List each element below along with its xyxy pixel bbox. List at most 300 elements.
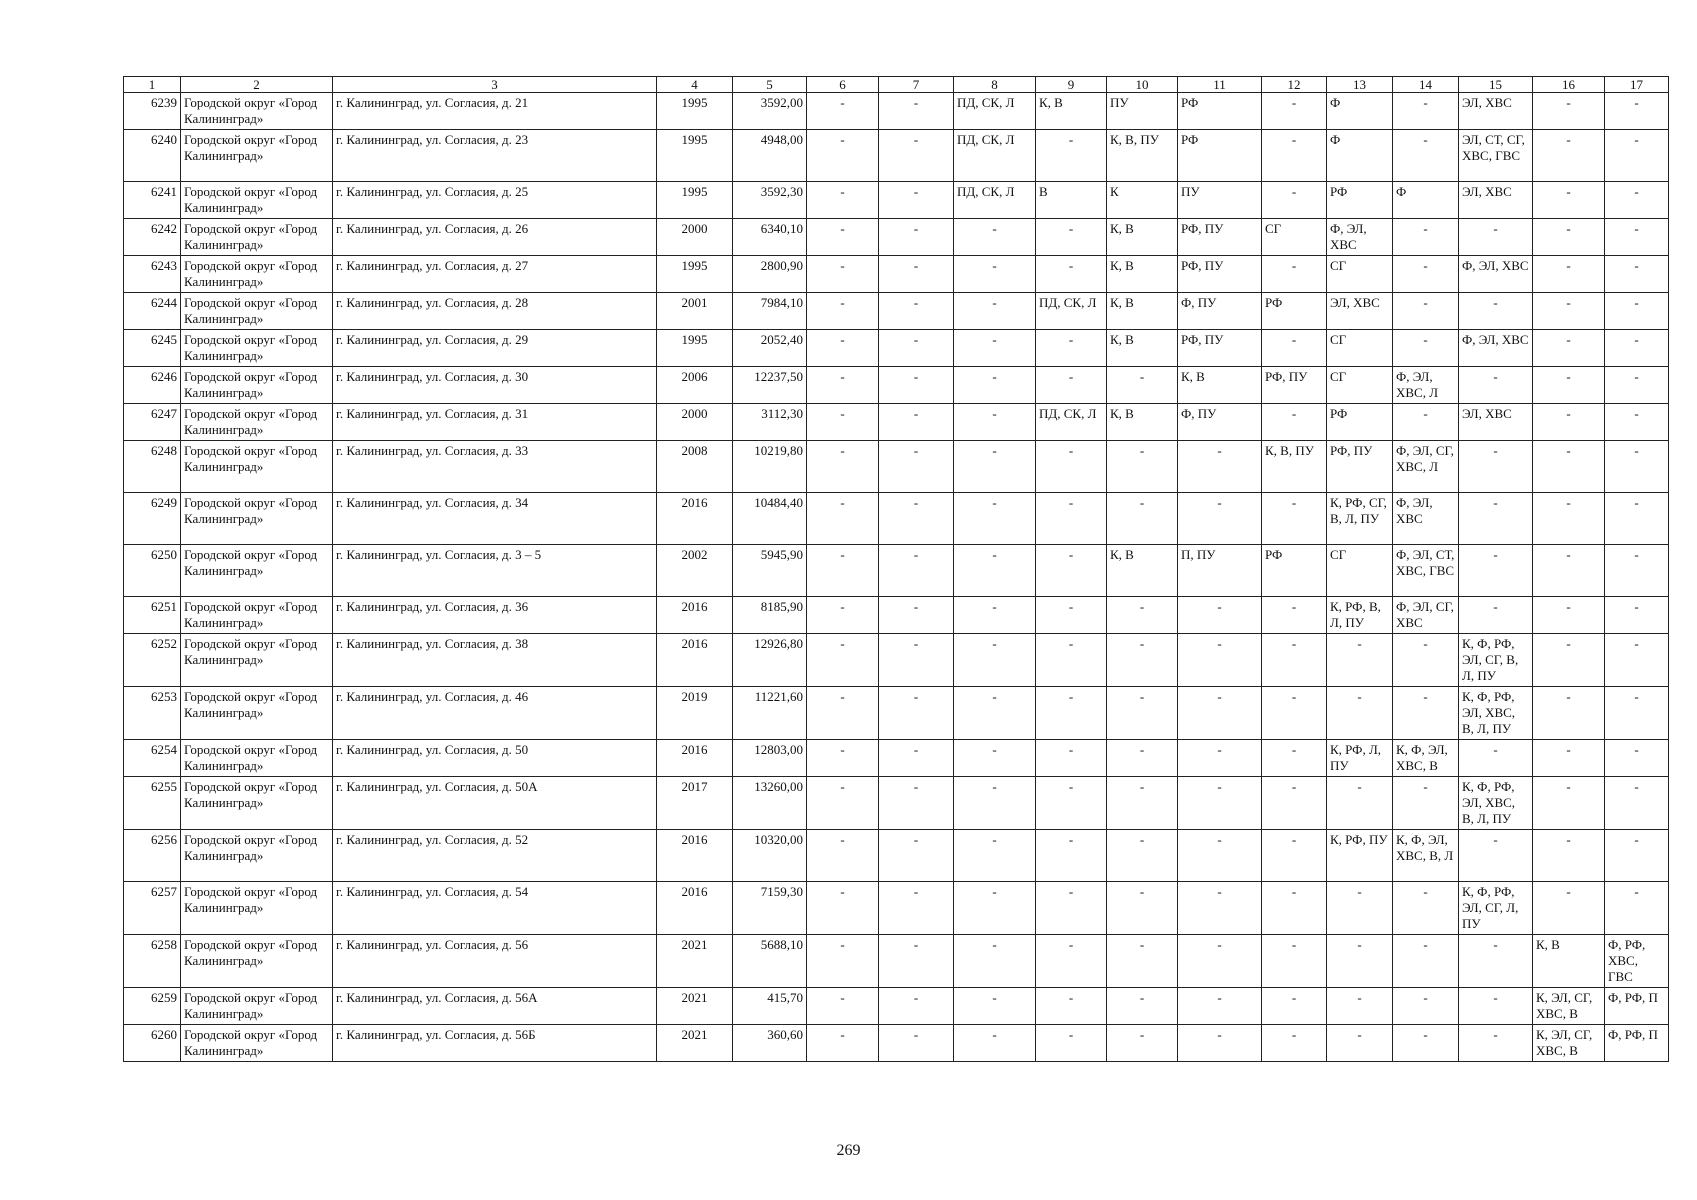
table-cell-col-4: 2016 (657, 830, 733, 882)
table-cell-col-5: 7159,30 (733, 882, 807, 935)
table-cell-col-14: - (1393, 219, 1459, 256)
table-cell-col-2: Городской округ «Город Калининград» (181, 988, 333, 1025)
table-cell-col-16: - (1533, 256, 1605, 293)
table-cell-col-2: Городской округ «Город Калининград» (181, 687, 333, 740)
table-cell-col-14: К, Ф, ЭЛ, ХВС, В (1393, 740, 1459, 777)
table-cell-col-6: - (807, 441, 879, 493)
table-cell-col-3: г. Калининград, ул. Согласия, д. 34 (333, 493, 657, 545)
column-header-8: 8 (954, 77, 1036, 93)
table-cell-col-16: - (1533, 404, 1605, 441)
table-cell-col-14: - (1393, 404, 1459, 441)
table-cell-col-9: - (1036, 367, 1107, 404)
table-cell-col-7: - (879, 293, 954, 330)
table-cell-col-8: - (954, 441, 1036, 493)
table-cell-col-3: г. Калининград, ул. Согласия, д. 30 (333, 367, 657, 404)
table-cell-col-15: К, Ф, РФ, ЭЛ, ХВС, В, Л, ПУ (1459, 687, 1533, 740)
table-cell-col-1: 6254 (124, 740, 181, 777)
table-cell-col-15: Ф, ЭЛ, ХВС (1459, 330, 1533, 367)
table-cell-col-3: г. Калининград, ул. Согласия, д. 56 (333, 935, 657, 988)
table-cell-col-15: - (1459, 493, 1533, 545)
table-cell-col-14: - (1393, 293, 1459, 330)
table-cell-col-9: - (1036, 935, 1107, 988)
table-cell-col-12: - (1262, 130, 1327, 182)
table-row (124, 219, 1669, 256)
table-cell-col-2: Городской округ «Город Калининград» (181, 493, 333, 545)
table-cell-col-15: Ф, ЭЛ, ХВС (1459, 256, 1533, 293)
table-row (124, 988, 1669, 1025)
table-cell-col-13: ЭЛ, ХВС (1327, 293, 1393, 330)
table-cell-col-8: - (954, 545, 1036, 597)
column-header-16: 16 (1533, 77, 1605, 93)
table-cell-col-8: - (954, 988, 1036, 1025)
table-cell-col-12: РФ (1262, 545, 1327, 597)
table-cell-col-5: 11221,60 (733, 687, 807, 740)
table-cell-col-14: - (1393, 93, 1459, 130)
table-cell-col-4: 2008 (657, 441, 733, 493)
table-cell-col-14: - (1393, 882, 1459, 935)
table-cell-col-9: - (1036, 441, 1107, 493)
table-cell-col-16: - (1533, 634, 1605, 687)
table-cell-col-7: - (879, 634, 954, 687)
table-row (124, 404, 1669, 441)
column-header-10: 10 (1107, 77, 1178, 93)
table-cell-col-9: В (1036, 182, 1107, 219)
table-cell-col-5: 10484,40 (733, 493, 807, 545)
table-cell-col-8: - (954, 493, 1036, 545)
table-cell-col-6: - (807, 256, 879, 293)
table-cell-col-9: - (1036, 219, 1107, 256)
table-cell-col-16: - (1533, 367, 1605, 404)
table-cell-col-8: - (954, 777, 1036, 830)
table-cell-col-17: - (1605, 441, 1669, 493)
table-cell-col-9: ПД, СК, Л (1036, 293, 1107, 330)
table-cell-col-4: 2017 (657, 777, 733, 830)
table-cell-col-15: - (1459, 935, 1533, 988)
table-cell-col-12: РФ (1262, 293, 1327, 330)
table-cell-col-10: - (1107, 493, 1178, 545)
table-cell-col-14: - (1393, 935, 1459, 988)
table-cell-col-14: Ф (1393, 182, 1459, 219)
table-cell-col-16: - (1533, 687, 1605, 740)
table-cell-col-2: Городской округ «Город Калининград» (181, 634, 333, 687)
table-cell-col-17: - (1605, 597, 1669, 634)
table-cell-col-2: Городской округ «Город Калининград» (181, 597, 333, 634)
table-cell-col-17: - (1605, 256, 1669, 293)
table-cell-col-9: - (1036, 882, 1107, 935)
table-cell-col-15: ЭЛ, ХВС (1459, 93, 1533, 130)
table-cell-col-2: Городской округ «Город Калининград» (181, 441, 333, 493)
table-cell-col-9: - (1036, 130, 1107, 182)
table-cell-col-17: - (1605, 777, 1669, 830)
table-cell-col-7: - (879, 404, 954, 441)
table-cell-col-4: 2006 (657, 367, 733, 404)
table-cell-col-1: 6247 (124, 404, 181, 441)
table-cell-col-11: - (1178, 597, 1262, 634)
column-header-11: 11 (1178, 77, 1262, 93)
table-cell-col-3: г. Калининград, ул. Согласия, д. 33 (333, 441, 657, 493)
table-cell-col-12: - (1262, 256, 1327, 293)
table-cell-col-15: - (1459, 367, 1533, 404)
table-cell-col-7: - (879, 130, 954, 182)
table-cell-col-15: - (1459, 293, 1533, 330)
table-cell-col-8: - (954, 219, 1036, 256)
table-cell-col-3: г. Калининград, ул. Согласия, д. 3 – 5 (333, 545, 657, 597)
table-row (124, 182, 1669, 219)
table-cell-col-13: - (1327, 687, 1393, 740)
table-cell-col-1: 6258 (124, 935, 181, 988)
table-cell-col-9: - (1036, 830, 1107, 882)
table-cell-col-6: - (807, 330, 879, 367)
table-cell-col-10: К, В (1107, 330, 1178, 367)
table-cell-col-5: 7984,10 (733, 293, 807, 330)
table-cell-col-12: - (1262, 182, 1327, 219)
table-cell-col-1: 6244 (124, 293, 181, 330)
table-cell-col-2: Городской округ «Город Калининград» (181, 777, 333, 830)
table-cell-col-7: - (879, 988, 954, 1025)
table-cell-col-13: РФ (1327, 404, 1393, 441)
table-cell-col-5: 2052,40 (733, 330, 807, 367)
table-cell-col-17: - (1605, 882, 1669, 935)
table-cell-col-7: - (879, 367, 954, 404)
table-cell-col-11: РФ, ПУ (1178, 330, 1262, 367)
table-cell-col-4: 2001 (657, 293, 733, 330)
table-cell-col-5: 5945,90 (733, 545, 807, 597)
table-cell-col-6: - (807, 687, 879, 740)
table-cell-col-5: 6340,10 (733, 219, 807, 256)
table-cell-col-11: Ф, ПУ (1178, 293, 1262, 330)
table-cell-col-1: 6240 (124, 130, 181, 182)
table-cell-col-8: - (954, 597, 1036, 634)
table-cell-col-2: Городской округ «Город Калининград» (181, 404, 333, 441)
table-cell-col-16: - (1533, 740, 1605, 777)
column-header-15: 15 (1459, 77, 1533, 93)
table-cell-col-13: - (1327, 935, 1393, 988)
table-cell-col-4: 1995 (657, 93, 733, 130)
table-cell-col-4: 2016 (657, 740, 733, 777)
table-cell-col-13: Ф (1327, 130, 1393, 182)
table-cell-col-7: - (879, 219, 954, 256)
table-cell-col-12: - (1262, 493, 1327, 545)
table-cell-col-16: К, ЭЛ, СГ, ХВС, В (1533, 988, 1605, 1025)
table-cell-col-8: - (954, 830, 1036, 882)
table-cell-col-15: К, Ф, РФ, ЭЛ, ХВС, В, Л, ПУ (1459, 777, 1533, 830)
table-cell-col-4: 2021 (657, 935, 733, 988)
column-header-7: 7 (879, 77, 954, 93)
table-cell-col-10: ПУ (1107, 93, 1178, 130)
table-cell-col-10: - (1107, 988, 1178, 1025)
table-cell-col-17: - (1605, 830, 1669, 882)
table-cell-col-14: - (1393, 634, 1459, 687)
table-cell-col-13: СГ (1327, 545, 1393, 597)
table-cell-col-1: 6245 (124, 330, 181, 367)
table-cell-col-8: - (954, 367, 1036, 404)
table-cell-col-7: - (879, 330, 954, 367)
table-cell-col-5: 3592,30 (733, 182, 807, 219)
table-cell-col-2: Городской округ «Город Калининград» (181, 130, 333, 182)
table-cell-col-7: - (879, 687, 954, 740)
table-cell-col-12: - (1262, 93, 1327, 130)
table-cell-col-9: - (1036, 545, 1107, 597)
table-cell-col-11: П, ПУ (1178, 545, 1262, 597)
table-row (124, 777, 1669, 830)
table-row (124, 687, 1669, 740)
table-cell-col-17: - (1605, 93, 1669, 130)
table-cell-col-9: - (1036, 1025, 1107, 1062)
table-cell-col-4: 2000 (657, 219, 733, 256)
table-cell-col-10: К, В (1107, 293, 1178, 330)
table-cell-col-11: - (1178, 988, 1262, 1025)
housing-register-table (123, 76, 1669, 1062)
table-cell-col-17: - (1605, 367, 1669, 404)
table-cell-col-11: К, В (1178, 367, 1262, 404)
table-cell-col-9: ПД, СК, Л (1036, 404, 1107, 441)
table-cell-col-12: РФ, ПУ (1262, 367, 1327, 404)
table-cell-col-7: - (879, 777, 954, 830)
table-cell-col-6: - (807, 182, 879, 219)
table-row (124, 330, 1669, 367)
table-cell-col-8: - (954, 634, 1036, 687)
table-cell-col-10: - (1107, 882, 1178, 935)
table-row (124, 293, 1669, 330)
table-cell-col-5: 360,60 (733, 1025, 807, 1062)
table-cell-col-15: - (1459, 988, 1533, 1025)
table-row (124, 1025, 1669, 1062)
table-cell-col-3: г. Калининград, ул. Согласия, д. 50 (333, 740, 657, 777)
table-cell-col-17: - (1605, 545, 1669, 597)
table-cell-col-10: К (1107, 182, 1178, 219)
table-cell-col-5: 2800,90 (733, 256, 807, 293)
table-cell-col-4: 2021 (657, 1025, 733, 1062)
table-cell-col-15: ЭЛ, ХВС (1459, 182, 1533, 219)
table-cell-col-8: - (954, 1025, 1036, 1062)
table-cell-col-12: - (1262, 597, 1327, 634)
table-cell-col-6: - (807, 130, 879, 182)
table-cell-col-8: - (954, 740, 1036, 777)
table-cell-col-17: - (1605, 740, 1669, 777)
table-cell-col-2: Городской округ «Город Калининград» (181, 256, 333, 293)
table-cell-col-7: - (879, 882, 954, 935)
table-cell-col-3: г. Калининград, ул. Согласия, д. 38 (333, 634, 657, 687)
table-cell-col-1: 6250 (124, 545, 181, 597)
table-cell-col-10: - (1107, 597, 1178, 634)
table-cell-col-10: - (1107, 634, 1178, 687)
table-cell-col-11: ПУ (1178, 182, 1262, 219)
table-cell-col-8: - (954, 330, 1036, 367)
table-cell-col-17: Ф, РФ, П (1605, 1025, 1669, 1062)
table-cell-col-15: - (1459, 597, 1533, 634)
table-cell-col-10: К, В (1107, 404, 1178, 441)
table-cell-col-13: К, РФ, Л, ПУ (1327, 740, 1393, 777)
table-cell-col-2: Городской округ «Город Калининград» (181, 219, 333, 256)
table-cell-col-13: СГ (1327, 330, 1393, 367)
table-row (124, 493, 1669, 545)
table-cell-col-1: 6255 (124, 777, 181, 830)
table-cell-col-12: - (1262, 777, 1327, 830)
table-row (124, 634, 1669, 687)
table-cell-col-17: - (1605, 493, 1669, 545)
table-cell-col-3: г. Калининград, ул. Согласия, д. 36 (333, 597, 657, 634)
table-cell-col-1: 6246 (124, 367, 181, 404)
table-cell-col-6: - (807, 777, 879, 830)
column-header-3: 3 (333, 77, 657, 93)
table-cell-col-13: К, РФ, СГ, В, Л, ПУ (1327, 493, 1393, 545)
table-cell-col-13: - (1327, 777, 1393, 830)
header-row (124, 77, 1669, 93)
table-row (124, 256, 1669, 293)
table-cell-col-6: - (807, 935, 879, 988)
table-cell-col-3: г. Калининград, ул. Согласия, д. 56А (333, 988, 657, 1025)
table-cell-col-10: К, В, ПУ (1107, 130, 1178, 182)
table-cell-col-14: - (1393, 1025, 1459, 1062)
table-cell-col-5: 3112,30 (733, 404, 807, 441)
table-cell-col-6: - (807, 882, 879, 935)
table-cell-col-13: РФ (1327, 182, 1393, 219)
table-row (124, 93, 1669, 130)
table-cell-col-2: Городской округ «Город Калининград» (181, 830, 333, 882)
table-row (124, 882, 1669, 935)
table-cell-col-4: 2016 (657, 493, 733, 545)
table-cell-col-3: г. Калининград, ул. Согласия, д. 26 (333, 219, 657, 256)
table-cell-col-13: - (1327, 988, 1393, 1025)
table-cell-col-16: - (1533, 545, 1605, 597)
table-cell-col-13: - (1327, 1025, 1393, 1062)
table-cell-col-14: - (1393, 130, 1459, 182)
table-cell-col-16: - (1533, 441, 1605, 493)
column-header-2: 2 (181, 77, 333, 93)
table-cell-col-11: - (1178, 882, 1262, 935)
table-cell-col-15: - (1459, 545, 1533, 597)
table-cell-col-4: 1995 (657, 256, 733, 293)
table-cell-col-17: - (1605, 293, 1669, 330)
table-cell-col-13: СГ (1327, 256, 1393, 293)
table-cell-col-17: - (1605, 219, 1669, 256)
table-cell-col-7: - (879, 597, 954, 634)
table-cell-col-1: 6257 (124, 882, 181, 935)
table-cell-col-2: Городской округ «Город Калининград» (181, 93, 333, 130)
table-cell-col-12: - (1262, 634, 1327, 687)
table-cell-col-8: - (954, 404, 1036, 441)
table-cell-col-16: - (1533, 219, 1605, 256)
table-cell-col-12: К, В, ПУ (1262, 441, 1327, 493)
table-cell-col-1: 6260 (124, 1025, 181, 1062)
table-cell-col-14: - (1393, 256, 1459, 293)
table-cell-col-12: - (1262, 404, 1327, 441)
table-cell-col-5: 10320,00 (733, 830, 807, 882)
table-cell-col-8: - (954, 256, 1036, 293)
table-cell-col-10: - (1107, 830, 1178, 882)
table-cell-col-15: ЭЛ, СТ, СГ, ХВС, ГВС (1459, 130, 1533, 182)
table-cell-col-8: - (954, 687, 1036, 740)
table-cell-col-8: ПД, СК, Л (954, 130, 1036, 182)
table-cell-col-3: г. Калининград, ул. Согласия, д. 56Б (333, 1025, 657, 1062)
table-cell-col-17: - (1605, 330, 1669, 367)
table-cell-col-6: - (807, 740, 879, 777)
table-cell-col-16: - (1533, 597, 1605, 634)
table-cell-col-6: - (807, 293, 879, 330)
table-cell-col-9: - (1036, 634, 1107, 687)
table-cell-col-8: ПД, СК, Л (954, 182, 1036, 219)
column-header-14: 14 (1393, 77, 1459, 93)
table-cell-col-14: - (1393, 687, 1459, 740)
table-cell-col-5: 12926,80 (733, 634, 807, 687)
table-cell-col-10: - (1107, 687, 1178, 740)
table-cell-col-3: г. Калининград, ул. Согласия, д. 52 (333, 830, 657, 882)
table-cell-col-8: - (954, 293, 1036, 330)
table-cell-col-14: К, Ф, ЭЛ, ХВС, В, Л (1393, 830, 1459, 882)
table-cell-col-6: - (807, 93, 879, 130)
table-cell-col-14: - (1393, 988, 1459, 1025)
page-number: 269 (836, 1142, 861, 1159)
column-header-5: 5 (733, 77, 807, 93)
table-cell-col-4: 2021 (657, 988, 733, 1025)
table-cell-col-10: - (1107, 777, 1178, 830)
table-cell-col-12: - (1262, 988, 1327, 1025)
table-cell-col-17: - (1605, 687, 1669, 740)
table-cell-col-3: г. Калининград, ул. Согласия, д. 46 (333, 687, 657, 740)
table-cell-col-5: 5688,10 (733, 935, 807, 988)
table-cell-col-15: К, Ф, РФ, ЭЛ, СГ, Л, ПУ (1459, 882, 1533, 935)
table-cell-col-11: - (1178, 634, 1262, 687)
table-cell-col-1: 6259 (124, 988, 181, 1025)
table-cell-col-12: - (1262, 935, 1327, 988)
table-cell-col-16: - (1533, 777, 1605, 830)
table-row (124, 935, 1669, 988)
table-cell-col-4: 2019 (657, 687, 733, 740)
table-cell-col-10: - (1107, 935, 1178, 988)
table-cell-col-15: - (1459, 830, 1533, 882)
table-cell-col-12: - (1262, 882, 1327, 935)
table-cell-col-17: - (1605, 634, 1669, 687)
table-cell-col-12: - (1262, 330, 1327, 367)
table-cell-col-5: 3592,00 (733, 93, 807, 130)
table-cell-col-8: - (954, 935, 1036, 988)
table-cell-col-6: - (807, 493, 879, 545)
table-cell-col-14: Ф, ЭЛ, СТ, ХВС, ГВС (1393, 545, 1459, 597)
table-cell-col-1: 6248 (124, 441, 181, 493)
table-cell-col-14: - (1393, 777, 1459, 830)
column-header-17: 17 (1605, 77, 1669, 93)
table-cell-col-1: 6242 (124, 219, 181, 256)
table-cell-col-4: 2002 (657, 545, 733, 597)
column-header-4: 4 (657, 77, 733, 93)
table-cell-col-2: Городской округ «Город Калининград» (181, 182, 333, 219)
table-cell-col-9: - (1036, 493, 1107, 545)
table-cell-col-10: - (1107, 367, 1178, 404)
table-cell-col-15: - (1459, 441, 1533, 493)
table-cell-col-10: К, В (1107, 545, 1178, 597)
table-cell-col-6: - (807, 597, 879, 634)
table-cell-col-4: 2016 (657, 634, 733, 687)
column-header-13: 13 (1327, 77, 1393, 93)
table-cell-col-6: - (807, 1025, 879, 1062)
table-cell-col-4: 1995 (657, 130, 733, 182)
table-cell-col-6: - (807, 830, 879, 882)
table-row (124, 441, 1669, 493)
table-cell-col-11: - (1178, 441, 1262, 493)
table-cell-col-3: г. Калининград, ул. Согласия, д. 28 (333, 293, 657, 330)
table-cell-col-11: - (1178, 687, 1262, 740)
table-cell-col-16: - (1533, 130, 1605, 182)
table-cell-col-13: СГ (1327, 367, 1393, 404)
table-cell-col-4: 2016 (657, 597, 733, 634)
table-cell-col-3: г. Калининград, ул. Согласия, д. 25 (333, 182, 657, 219)
table-row (124, 130, 1669, 182)
table-cell-col-1: 6239 (124, 93, 181, 130)
table-cell-col-11: РФ (1178, 130, 1262, 182)
table-cell-col-11: Ф, ПУ (1178, 404, 1262, 441)
table-cell-col-1: 6253 (124, 687, 181, 740)
table-cell-col-11: РФ (1178, 93, 1262, 130)
